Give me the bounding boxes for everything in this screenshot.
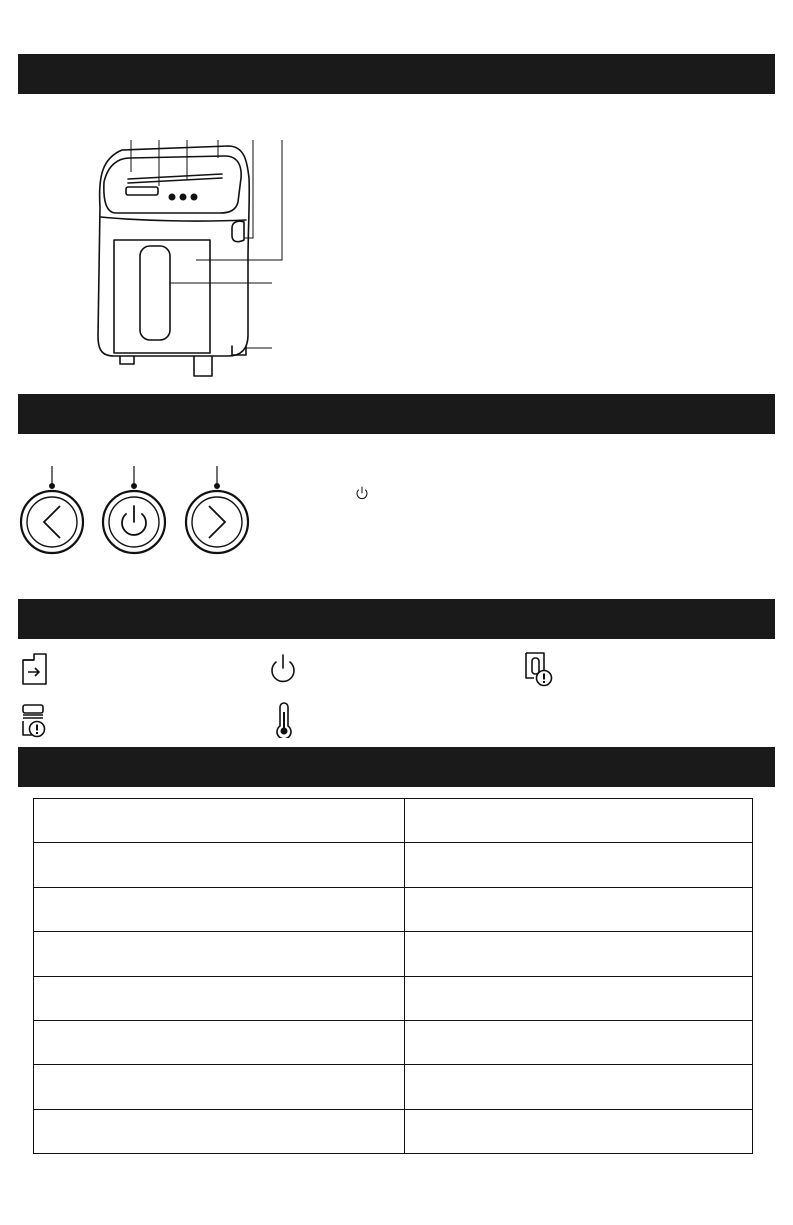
shredder-diagram (0, 0, 793, 394)
bin-full-icon (20, 650, 50, 686)
table-row (34, 976, 753, 1020)
spec-label-cell (34, 1109, 405, 1153)
spec-label-cell (34, 799, 405, 843)
caster (194, 356, 212, 376)
table-row (34, 843, 753, 887)
spec-label-cell (34, 887, 405, 931)
spec-label-cell (34, 932, 405, 976)
power-icon (355, 485, 369, 501)
table-row (34, 1065, 753, 1109)
spec-label-cell (34, 1065, 405, 1109)
spec-label-cell (34, 1020, 405, 1064)
bin-door (114, 240, 210, 353)
thermometer-icon (274, 702, 294, 738)
table-row (34, 1109, 753, 1153)
control-display (126, 187, 158, 195)
control-button-dot (191, 194, 198, 201)
spec-value-cell (405, 932, 753, 976)
table-row (34, 932, 753, 976)
side-handle (232, 221, 244, 241)
spec-value-cell (405, 1065, 753, 1109)
shredder-body (98, 146, 249, 356)
spec-value-cell (405, 1109, 753, 1153)
spec-value-cell (405, 976, 753, 1020)
spec-value-cell (405, 1020, 753, 1064)
power-button[interactable] (103, 491, 165, 553)
spec-label-cell (34, 976, 405, 1020)
paper-feed-slot (128, 174, 222, 183)
spec-value-cell (405, 843, 753, 887)
power-icon (122, 506, 146, 535)
spec-table (33, 798, 753, 1154)
section-header-specifications (18, 747, 775, 787)
spec-value-cell (405, 799, 753, 843)
reverse-button[interactable] (21, 491, 83, 553)
shredder-head (104, 156, 241, 213)
bin-window (140, 246, 170, 340)
chevron-left-icon (44, 506, 60, 538)
forward-button[interactable] (186, 491, 248, 553)
spec-value-cell (405, 887, 753, 931)
control-button-dot (169, 194, 176, 201)
chevron-right-icon (209, 506, 225, 538)
control-panel-buttons (18, 462, 258, 562)
table-row (34, 799, 753, 843)
paper-jam-icon (522, 650, 556, 688)
spec-label-cell (34, 843, 405, 887)
door-open-icon (20, 702, 54, 738)
section-header-indicator-lights (18, 599, 775, 639)
table-row (34, 1020, 753, 1064)
power-icon (268, 652, 298, 686)
section-header-control-panel (18, 394, 775, 434)
control-button-dot (180, 194, 187, 201)
table-row (34, 887, 753, 931)
caster (120, 356, 134, 364)
